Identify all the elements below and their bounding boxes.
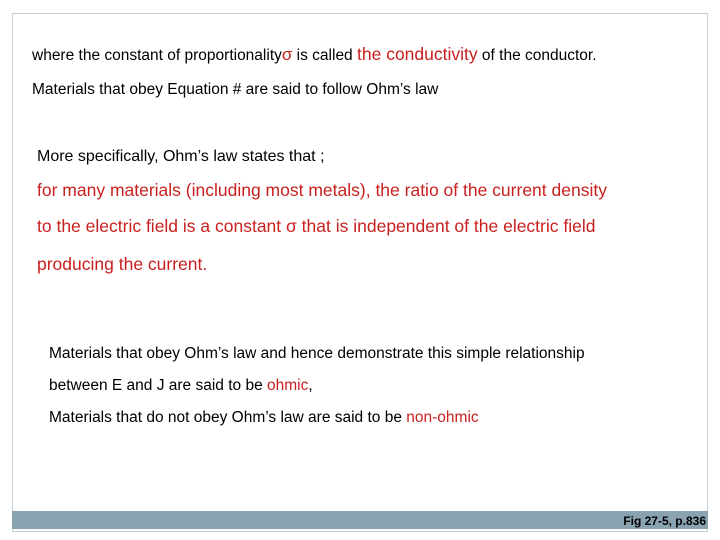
text-segment: is called (292, 47, 357, 64)
text-segment: Materials that do not obey Ohm’s law are said to be (49, 409, 407, 426)
ohms-law-statement-line-3: producing the current. (37, 254, 208, 274)
sigma-symbol: σ (281, 45, 293, 64)
non-ohmic-term: non-ohmic (406, 409, 479, 426)
non-ohmic-explanation (49, 409, 479, 427)
text-segment: , (308, 377, 313, 394)
ohmic-explanation-line-1: Materials that obey Ohm’s law and hence demonstrate this simple relationship (49, 345, 585, 362)
ohms-law-statement-line-2: to the electric field is a constant σ that is independent of the electric field (37, 216, 596, 236)
ohms-law-lead-in: More specifically, Ohm’s law states that ; (37, 148, 325, 165)
ohms-law-statement-line-1: for many materials (including most metals), the ratio of the current density (37, 180, 607, 200)
ohms-law-intro: Materials that obey Equation # are said to follow Ohm’s law (32, 81, 439, 98)
conductivity-term: the conductivity (357, 44, 478, 64)
text-segment: where the constant of proportionality (32, 47, 282, 64)
text-segment: of the conductor. (477, 47, 597, 64)
text-segment: between E and J are said to be (49, 377, 268, 394)
footer-bar (12, 511, 708, 529)
ohmic-term: ohmic (267, 377, 309, 394)
ohmic-explanation-line-2 (49, 377, 313, 395)
figure-reference: Fig 27-5, p.836 (623, 514, 706, 528)
conductivity-definition (32, 44, 597, 65)
